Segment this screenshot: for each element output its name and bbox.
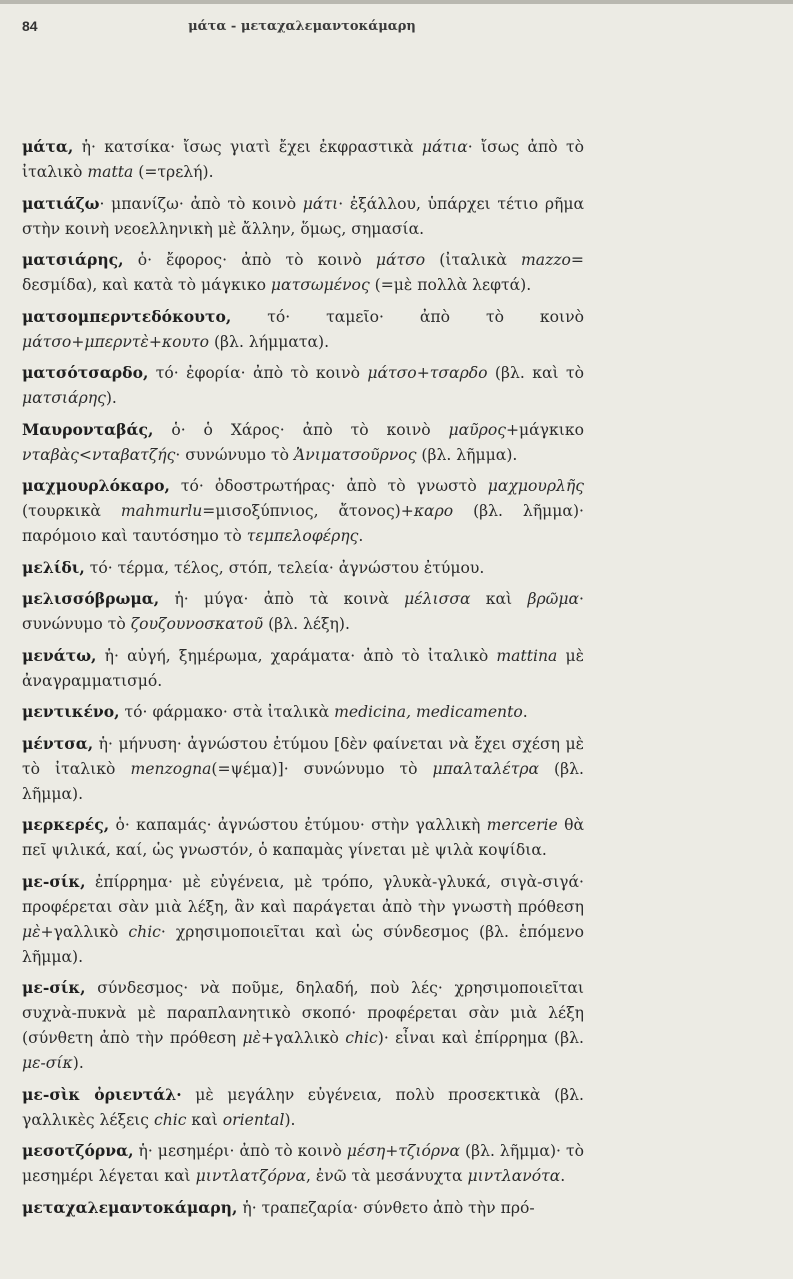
entry-text: ἡ· μύγα· ἀπὸ τὰ κοινὰ [159, 590, 405, 608]
dictionary-entry [22, 812, 584, 863]
entry-text: καὶ [186, 1110, 223, 1129]
entry-text: τό· φάρμακο· στὰ ἰταλικὰ [119, 703, 335, 721]
entry-headword: ματιάζω [22, 193, 100, 213]
italic-term: τσαρδο [429, 364, 488, 382]
entry-headword: μελίδι, [22, 557, 85, 577]
dictionary-entry [22, 975, 584, 1076]
italic-term: ζουζουνοσκατοῦ [130, 615, 264, 633]
entry-text: σύνδεσμος· νὰ ποῦμε, δηλαδή, ποὺ λές· χρησιμοποιεῖται συχνὰ-πυκνὰ μὲ παραπλανητικὸ σκοπό· προφέρεται σὰν μιὰ λέξη (σύνθετη ἀπὸ τὴν πρόθεση [22, 979, 584, 1047]
entry-headword: ματσότσαρδο, [22, 363, 149, 382]
entry-text: ἡ· μήνυση· ἀγνώστου ἐτύμου [δὲν φαίνεται νὰ ἔχει σχέση μὲ τὸ ἰταλικὸ [22, 734, 584, 778]
italic-term: μὲ [22, 922, 41, 941]
italic-term: τεμπελοφέρης [246, 527, 359, 545]
running-head: μάτα - μεταχαλεμαντοκάμαρη [188, 19, 416, 34]
entry-text: · συνώνυμο τὸ [22, 590, 584, 633]
italic-term: νταβατζής [92, 445, 176, 464]
entry-text: ἡ· μεσημέρι· ἀπὸ τὸ κοινὸ [133, 1142, 347, 1160]
entry-text: =μισοξύπνιος, ἄτονος)+ [202, 502, 414, 520]
entry-text: ἡ· τραπεζαρία· σύνθετο ἀπὸ τὴν πρό- [237, 1198, 535, 1217]
dictionary-entry [22, 643, 584, 694]
entry-text: ὁ· καπαμάς· ἀγνώστου ἐτύμου· στὴν γαλλικὴ [109, 816, 487, 834]
entry-headword: μάτα, [22, 137, 74, 156]
entry-text: (=τρελή). [133, 163, 214, 181]
italic-term: μπερντὲ [84, 332, 149, 351]
dictionary-entry [22, 417, 584, 468]
dictionary-entry [22, 247, 584, 298]
entry-text: (βλ. λῆμμα)· τὸ μεσημέρι λέγεται καὶ [22, 1142, 584, 1185]
entry-text: . [358, 527, 364, 545]
italic-term: mahmurlu [120, 502, 203, 520]
italic-term: μιντλανότα [467, 1167, 561, 1185]
entry-text: , ἐνῶ τὰ μεσάνυχτα [306, 1167, 468, 1185]
entry-text: +γαλλικὸ [260, 1029, 346, 1047]
italic-term: βρῶμα [527, 590, 580, 608]
entry-text: ὁ· ἔφορος· ἀπὸ τὸ κοινὸ [123, 251, 376, 269]
italic-term: κουτο [161, 332, 209, 351]
entry-text: τό· ταμεῖο· ἀπὸ τὸ κοινὸ [231, 307, 584, 326]
italic-term: μέλισσα [404, 590, 471, 608]
entry-headword: μελισσόβρωμα, [22, 589, 160, 608]
entry-text: (=ψέμα)]· συνώνυμο τὸ [211, 759, 433, 778]
italic-term: μάτσο [367, 364, 417, 382]
page-number: 84 [22, 18, 38, 34]
entry-text: τό· ἐφορία· ἀπὸ τὸ κοινὸ [148, 364, 368, 382]
entry-text: +μάγκικο [505, 420, 584, 439]
entry-text: )· εἶναι καὶ ἐπίρρημα (βλ. [377, 1029, 585, 1047]
entry-text: · συνώνυμο τὸ [175, 445, 294, 464]
dictionary-entry [22, 869, 584, 970]
italic-term: Ἀνιματσοῦρνος [294, 445, 417, 464]
entry-text: ἐπίρρημα· μὲ εὐγένεια, μὲ τρόπο, γλυκὰ-γλυκά, σιγὰ-σιγά· προφέρεται σὰν μιὰ λέξη, ἂν καὶ παράγεται ἀπὸ τὴν γνωστὴ πρόθεση [22, 872, 584, 916]
entry-text: + [416, 364, 430, 382]
italic-term: μάτσο [375, 251, 426, 269]
entry-text: (ἰταλικὰ [425, 251, 522, 269]
entry-text: · ἴσως ἀπὸ τὸ ἰταλικὸ [22, 138, 584, 181]
entry-headword: μέντσα, [22, 733, 94, 753]
entry-headword: μεντικένο, [22, 702, 120, 721]
dictionary-entry [22, 191, 584, 242]
entry-text: + [71, 332, 85, 351]
italic-term: μαῦρος [448, 420, 506, 439]
dictionary-entry [22, 1195, 584, 1221]
italic-term: μάτια [421, 138, 468, 156]
italic-term: medicina, medicamento [334, 703, 523, 721]
dictionary-entry [22, 1138, 584, 1189]
dictionary-column [22, 134, 584, 1226]
entry-text: (τουρκικὰ [22, 502, 121, 520]
entry-text: ). [105, 389, 117, 407]
italic-term: ματσωμένος [270, 276, 370, 294]
page-header [22, 18, 582, 38]
entry-text: · χρησιμοποιεῖται καὶ ὡς σύνδεσμος (βλ. ἑπόμενο λῆμμα). [22, 922, 584, 966]
entry-text: θὰ πεῖ ψιλικά, καί, ὡς γνωστόν, ὁ καπαμὰς γίνεται μὲ ψιλὰ κοψίδια. [22, 816, 584, 859]
entry-headword: με-σὶκ ὀριεντάλ· [22, 1084, 182, 1104]
entry-text: (βλ. λῆμμα). [22, 759, 584, 803]
italic-term: μὲ [242, 1029, 261, 1047]
italic-term: matta [87, 163, 134, 181]
entry-text: (=μὲ πολλὰ λεφτά). [369, 276, 532, 294]
entry-headword: μενάτω, [22, 645, 97, 665]
page-top-edge [0, 0, 793, 4]
entry-text: τό· τέρμα, τέλος, στόπ, τελεία· ἀγνώστου ἐτύμου. [84, 558, 485, 577]
italic-term: oriental [222, 1110, 285, 1129]
entry-text: ἡ· αὐγή, ξημέρωμα, χαράματα· ἀπὸ τὸ ἰταλικὸ [96, 646, 497, 665]
entry-headword: Μαυρονταβάς, [22, 419, 154, 439]
entry-headword: με-σίκ, [22, 978, 86, 997]
italic-term: μιντλατζόρνα [195, 1167, 307, 1185]
dictionary-entry [22, 1082, 584, 1133]
entry-text: + [148, 332, 162, 351]
entry-text: (βλ. λῆμμα). [416, 445, 518, 464]
italic-term: νταβὰς [22, 445, 79, 464]
italic-term: mercerie [486, 816, 558, 834]
italic-term: mazzo [521, 251, 571, 269]
italic-term: μπαλταλέτρα [432, 759, 540, 778]
entry-text: μὲ μεγάλην εὐγένεια, πολὺ προσεκτικὰ (βλ. γαλλικὲς λέξεις [22, 1085, 585, 1129]
dictionary-entry [22, 555, 584, 581]
entry-headword: ματσομπερντεδόκουτο, [22, 306, 232, 326]
italic-term: chic [345, 1029, 378, 1047]
entry-text: · μπανίζω· ἀπὸ τὸ κοινὸ [99, 194, 303, 213]
entry-text: (βλ. λέξη). [263, 615, 350, 633]
dictionary-entry [22, 304, 584, 355]
entry-headword: μεσοτζόρνα, [22, 1141, 134, 1160]
entry-headword: μεταχαλεμαντοκάμαρη, [22, 1197, 238, 1217]
entry-text: . [522, 703, 528, 721]
entry-text: = δεσμίδα), καὶ κατὰ τὸ μάγκικο [22, 251, 584, 294]
italic-term: chic [153, 1110, 187, 1129]
entry-text: τό· ὀδοστρωτήρας· ἀπὸ τὸ γνωστὸ [169, 477, 488, 495]
italic-term: mattina [496, 646, 558, 665]
entry-text: ). [72, 1054, 84, 1072]
italic-term: καρο [413, 502, 454, 520]
entry-headword: ματσιάρης, [22, 250, 124, 269]
dictionary-entry [22, 360, 584, 411]
entry-text: (βλ. λῆμμα)· παρόμοιο καὶ ταυτόσημο τὸ [22, 502, 584, 545]
italic-term: μέση [346, 1142, 386, 1160]
italic-term: chic [128, 922, 161, 941]
entry-text: . [560, 1167, 566, 1185]
dictionary-entry [22, 699, 584, 725]
entry-headword: με-σίκ, [22, 871, 86, 891]
entry-text: +γαλλικὸ [40, 922, 129, 941]
dictionary-entry [22, 134, 584, 185]
dictionary-entry [22, 586, 584, 637]
entry-text: (βλ. λήμματα). [209, 332, 330, 351]
italic-term: μάτσο [22, 332, 72, 351]
italic-term: ματσιάρης [22, 389, 106, 407]
italic-term: μαχμουρλῆς [487, 477, 584, 495]
italic-term: με-σίκ [22, 1054, 73, 1072]
dictionary-entry [22, 473, 584, 549]
entry-text: + [385, 1142, 399, 1160]
entry-headword: μαχμουρλόκαρο, [22, 476, 170, 495]
entry-text: ὁ· ὁ Χάρος· ἀπὸ τὸ κοινὸ [153, 420, 449, 439]
entry-text: < [78, 445, 92, 464]
entry-text: μὲ ἀναγραμματισμό. [22, 646, 584, 690]
entry-headword: μερκερές, [22, 815, 110, 834]
italic-term: menzogna [130, 759, 212, 778]
italic-term: τζιόρνα [398, 1142, 461, 1160]
entry-text: καὶ [470, 590, 528, 608]
entry-text: · ἐξάλλου, ὑπάρχει τέτιο ρῆμα στὴν κοινὴ νεοελληνικὴ μὲ ἄλλην, ὅμως, σημασία. [22, 194, 584, 238]
entry-text: ). [284, 1110, 296, 1129]
entry-text: (βλ. καὶ τὸ [487, 364, 584, 382]
italic-term: μάτι [302, 194, 339, 213]
dictionary-entry [22, 731, 584, 807]
entry-text: ἡ· κατσίκα· ἴσως γιατὶ ἔχει ἐκφραστικὰ [73, 138, 422, 156]
